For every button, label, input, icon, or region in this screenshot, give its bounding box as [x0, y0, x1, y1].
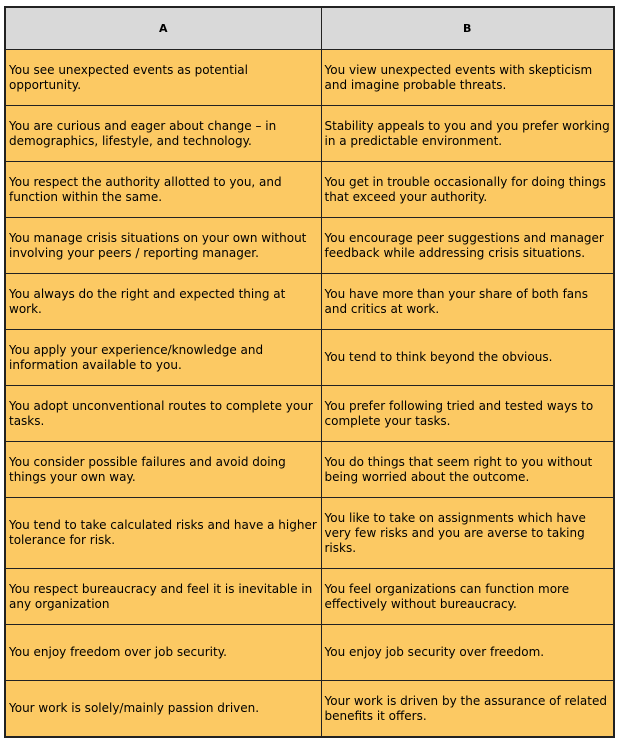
header-row	[5, 7, 614, 50]
cell-b: You tend to think beyond the obvious.	[321, 330, 614, 386]
cell-a: You see unexpected events as potential opportunity.	[5, 50, 321, 106]
cell-a: You manage crisis situations on your own without involving your peers / reporting manager.	[5, 218, 321, 274]
cell-b: You get in trouble occasionally for doing things that exceed your authority.	[321, 162, 614, 218]
table-row	[5, 498, 614, 569]
table-row	[5, 218, 614, 274]
table-row	[5, 106, 614, 162]
cell-a: You respect bureaucracy and feel it is inevitable in any organization	[5, 569, 321, 625]
table-row	[5, 386, 614, 442]
cell-b: You enjoy job security over freedom.	[321, 625, 614, 681]
table-row	[5, 625, 614, 681]
table-row	[5, 681, 614, 738]
cell-a: You consider possible failures and avoid doing things your own way.	[5, 442, 321, 498]
table-row	[5, 569, 614, 625]
column-header-b: B	[321, 7, 614, 50]
cell-a: You respect the authority allotted to you, and function within the same.	[5, 162, 321, 218]
cell-b: You like to take on assignments which have very few risks and you are averse to taking risks.	[321, 498, 614, 569]
table-row	[5, 50, 614, 106]
table-row	[5, 274, 614, 330]
cell-b: You prefer following tried and tested ways to complete your tasks.	[321, 386, 614, 442]
table-row	[5, 330, 614, 386]
column-header-a: A	[5, 7, 321, 50]
comparison-table	[4, 6, 615, 738]
cell-b: You encourage peer suggestions and manager feedback while addressing crisis situations.	[321, 218, 614, 274]
cell-a: You apply your experience/knowledge and information available to you.	[5, 330, 321, 386]
cell-a: You enjoy freedom over job security.	[5, 625, 321, 681]
cell-b: Your work is driven by the assurance of related benefits it offers.	[321, 681, 614, 738]
cell-a: Your work is solely/mainly passion driven.	[5, 681, 321, 738]
cell-a: You are curious and eager about change – in demographics, lifestyle, and technology.	[5, 106, 321, 162]
cell-a: You tend to take calculated risks and have a higher tolerance for risk.	[5, 498, 321, 569]
cell-b: You have more than your share of both fans and critics at work.	[321, 274, 614, 330]
table-row	[5, 162, 614, 218]
cell-a: You always do the right and expected thing at work.	[5, 274, 321, 330]
cell-b: You feel organizations can function more effectively without bureaucracy.	[321, 569, 614, 625]
cell-a: You adopt unconventional routes to complete your tasks.	[5, 386, 321, 442]
cell-b: You do things that seem right to you without being worried about the outcome.	[321, 442, 614, 498]
cell-b: Stability appeals to you and you prefer working in a predictable environment.	[321, 106, 614, 162]
table-row	[5, 442, 614, 498]
cell-b: You view unexpected events with skepticism and imagine probable threats.	[321, 50, 614, 106]
